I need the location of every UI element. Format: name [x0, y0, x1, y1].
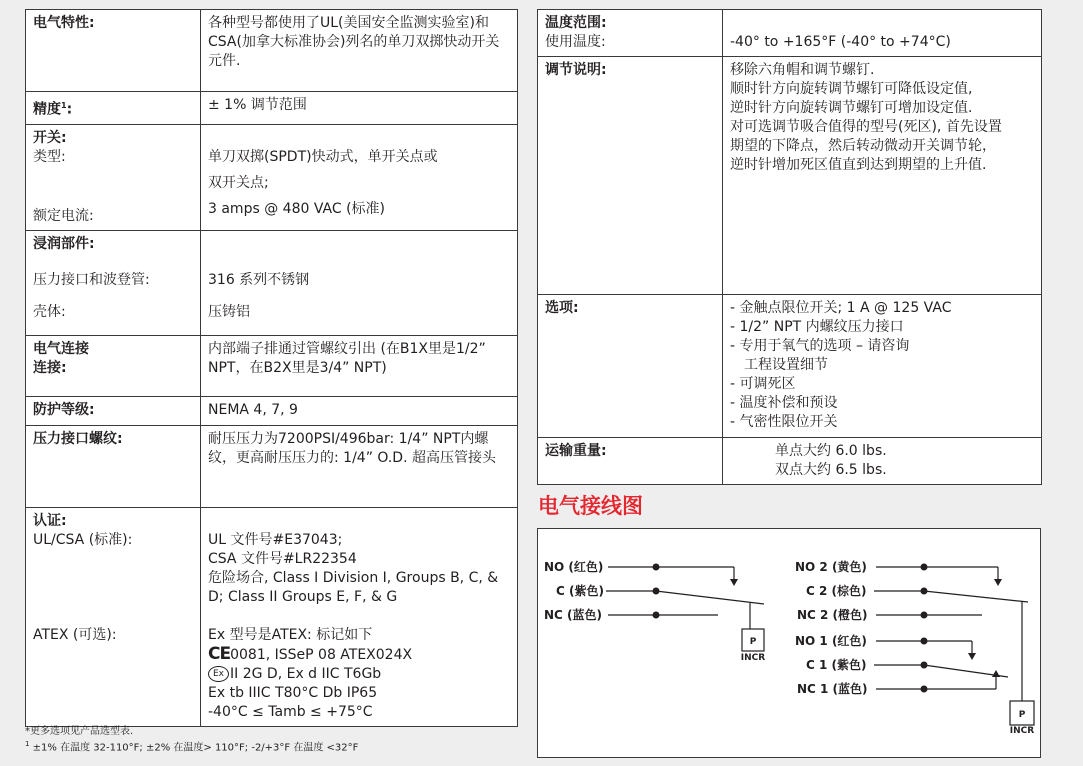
dual-incr-label: INCR: [1009, 726, 1035, 736]
single-c-terminal: [653, 588, 660, 595]
row-accuracy: [26, 92, 518, 125]
pressure-thread-label: 压力接口螺纹:: [33, 430, 123, 447]
options-label: 选项:: [545, 300, 579, 316]
row-electrical: [26, 10, 518, 92]
approvals-label: 认证:: [33, 512, 67, 529]
electrical-value: 各种型号都使用了UL(美国安全监测实验室)和CSA(加拿大标准协会)列名的单刀双掷快动开关元件.: [208, 15, 500, 69]
option-item-6: - 温度补偿和预设: [730, 395, 838, 411]
footnote-accuracy: $^1$ ±1% 在温度 32-110°F; ±2% 在温度> 110°F; -2/+3°F 在温度 <32°F: [25, 740, 359, 754]
adjustment-line-6: 逆时针增加死区值直到达到期望的上升值.: [730, 157, 987, 173]
atex-line-1: Ex 型号是ATEX: 标记如下: [208, 626, 373, 643]
dual-no2-arrow: [994, 579, 1002, 586]
ulcsa-line-1: UL 文件号#E37043;: [208, 531, 343, 548]
ce-mark-icon: CE: [208, 643, 231, 664]
right-spec-table: [537, 9, 1042, 485]
adjustment-label: 调节说明:: [545, 62, 607, 78]
dual-nc2-label: NC 2 (橙色): [797, 608, 868, 622]
option-item-2: - 1/2” NPT 内螺纹压力接口: [730, 319, 904, 335]
dual-nc2-terminal: [921, 612, 928, 619]
ulcsa-line-4: D; Class II Groups E, F, & G: [208, 588, 398, 605]
approvals-ulcsa-label: UL/CSA (标准):: [33, 531, 133, 548]
dual-c1-label: C 1 (紫色): [806, 658, 867, 672]
row-temperature: [538, 10, 1042, 57]
temperature-sub-label: 使用温度:: [545, 34, 606, 50]
dual-no2-terminal: [921, 564, 928, 571]
approvals-atex-label: ATEX (可选):: [33, 626, 117, 643]
wetted-label: 浸润部件:: [33, 235, 95, 252]
connection-label-2: 连接:: [33, 359, 67, 376]
wiring-diagram-svg: [538, 529, 1040, 757]
atex-line-5: -40°C ≤ Tamb ≤ +75°C: [208, 703, 373, 720]
accuracy-value: ± 1% 调节范围: [208, 97, 307, 113]
ulcsa-line-3: 危险场合, Class I Division I, Groups B, C, &: [208, 569, 499, 586]
ulcsa-line-2: CSA 文件号#LR22354: [208, 550, 357, 567]
footnote-options: *更多选项见产品选型表.: [25, 726, 134, 737]
row-enclosure: [26, 396, 518, 425]
pressure-thread-value: 耐压压力为7200PSI/496bar: 1/4” NPT内螺纹，更高耐压压力的: 1/4” O.D. 超高压管接头: [208, 430, 496, 466]
ex-mark-icon: Ex: [208, 666, 229, 682]
row-switch: [26, 124, 518, 230]
adjustment-line-2: 顺时针方向旋转调节螺钉可降低设定值,: [730, 81, 973, 97]
dual-nc1-arrow: [992, 670, 1000, 677]
row-connection: [26, 335, 518, 396]
single-blade: [656, 591, 764, 604]
option-item-4: 工程设置细节: [744, 357, 828, 373]
option-item-3: - 专用于氧气的选项 – 请咨询: [730, 338, 910, 354]
row-options: [538, 295, 1042, 438]
temperature-value: -40° to +165°F (-40° to +74°C): [730, 34, 951, 50]
shipping-line-1: 单点大约 6.0 lbs.: [775, 443, 887, 459]
switch-type-value-2: 双开关点;: [208, 174, 269, 191]
shipping-label: 运输重量:: [545, 443, 607, 459]
row-pressure-thread: [26, 425, 518, 507]
dual-no1-arrow: [968, 653, 976, 660]
switch-type-value-1: 单刀双掷(SPDT)快动式，单开关点或: [208, 148, 438, 165]
option-item-5: - 可调死区: [730, 376, 796, 392]
dual-no1-label: NO 1 (红色): [795, 634, 867, 648]
switch-type-label: 类型:: [33, 148, 66, 165]
dual-no2-label: NO 2 (黄色): [795, 560, 867, 574]
left-spec-table: [25, 9, 518, 727]
row-shipping: [538, 438, 1042, 485]
option-item-1: - 金触点限位开关; 1 A @ 125 VAC: [730, 300, 952, 316]
dual-c1-terminal: [921, 662, 928, 669]
row-wetted: [26, 230, 518, 335]
adjustment-line-5: 期望的下降点，然后转动微动开关调节轮，: [730, 138, 996, 154]
adjustment-line-4: 对可选调节吸合值得的型号(死区), 首先设置: [730, 119, 1002, 135]
single-no-terminal: [653, 564, 660, 571]
wetted-pressure-label: 压力接口和波登管:: [33, 271, 150, 288]
electrical-label: 电气特性:: [33, 15, 95, 31]
row-adjustment: [538, 57, 1042, 295]
dual-p-label: P: [1018, 710, 1026, 720]
dual-c2-terminal: [921, 588, 928, 595]
connection-value: 内部端子排通过管螺纹引出 (在B1X里是1/2” NPT，在B2X里是3/4” NPT): [208, 340, 486, 376]
temperature-label: 温度范围:: [545, 15, 607, 31]
atex-line-3: Ex II 2G D, Ex d IIC T6Gb: [208, 665, 510, 684]
dual-blade-2: [924, 591, 1028, 602]
enclosure-label: 防护等级:: [33, 401, 95, 418]
single-no-label: NO (红色): [544, 560, 604, 574]
row-approvals: [26, 507, 518, 726]
option-item-7: - 气密性限位开关: [730, 414, 838, 430]
switch-label: 开关:: [33, 129, 67, 146]
switch-current-value: 3 amps @ 480 VAC (标准): [208, 200, 385, 217]
wiring-diagram: [537, 528, 1041, 758]
single-c-label: C (紫色): [556, 584, 604, 598]
dual-nc1-label: NC 1 (蓝色): [797, 682, 868, 696]
wetted-housing-value: 压铸铝: [208, 303, 250, 320]
atex-line-2: CE0081, ISSeP 08 ATEX024X: [208, 643, 413, 664]
single-no-arrow: [730, 579, 738, 586]
adjustment-line-3: 逆时针方向旋转调节螺钉可增加设定值.: [730, 100, 973, 116]
single-nc-label: NC (蓝色): [544, 608, 602, 622]
enclosure-value: NEMA 4, 7, 9: [208, 401, 298, 418]
connection-label-1: 电气连接: [33, 340, 89, 357]
atex-line-4: Ex tb IIIC T80°C Db IP65: [208, 684, 378, 701]
dual-nc1-terminal: [921, 686, 928, 693]
dual-no1-terminal: [921, 638, 928, 645]
shipping-line-2: 双点大约 6.5 lbs.: [775, 462, 887, 478]
switch-current-label: 额定电流:: [33, 207, 94, 224]
wetted-housing-label: 壳体:: [33, 303, 66, 320]
single-incr-label: INCR: [740, 653, 766, 663]
dual-c2-label: C 2 (棕色): [806, 584, 867, 598]
single-nc-terminal: [653, 612, 660, 619]
wetted-pressure-value: 316 系列不锈钢: [208, 271, 310, 288]
adjustment-line-1: 移除六角帽和调节螺钉.: [730, 62, 875, 78]
single-p-label: P: [749, 637, 757, 647]
accuracy-label: 精度$^1$:: [33, 101, 73, 118]
wiring-diagram-title: 电气接线图: [538, 494, 643, 518]
